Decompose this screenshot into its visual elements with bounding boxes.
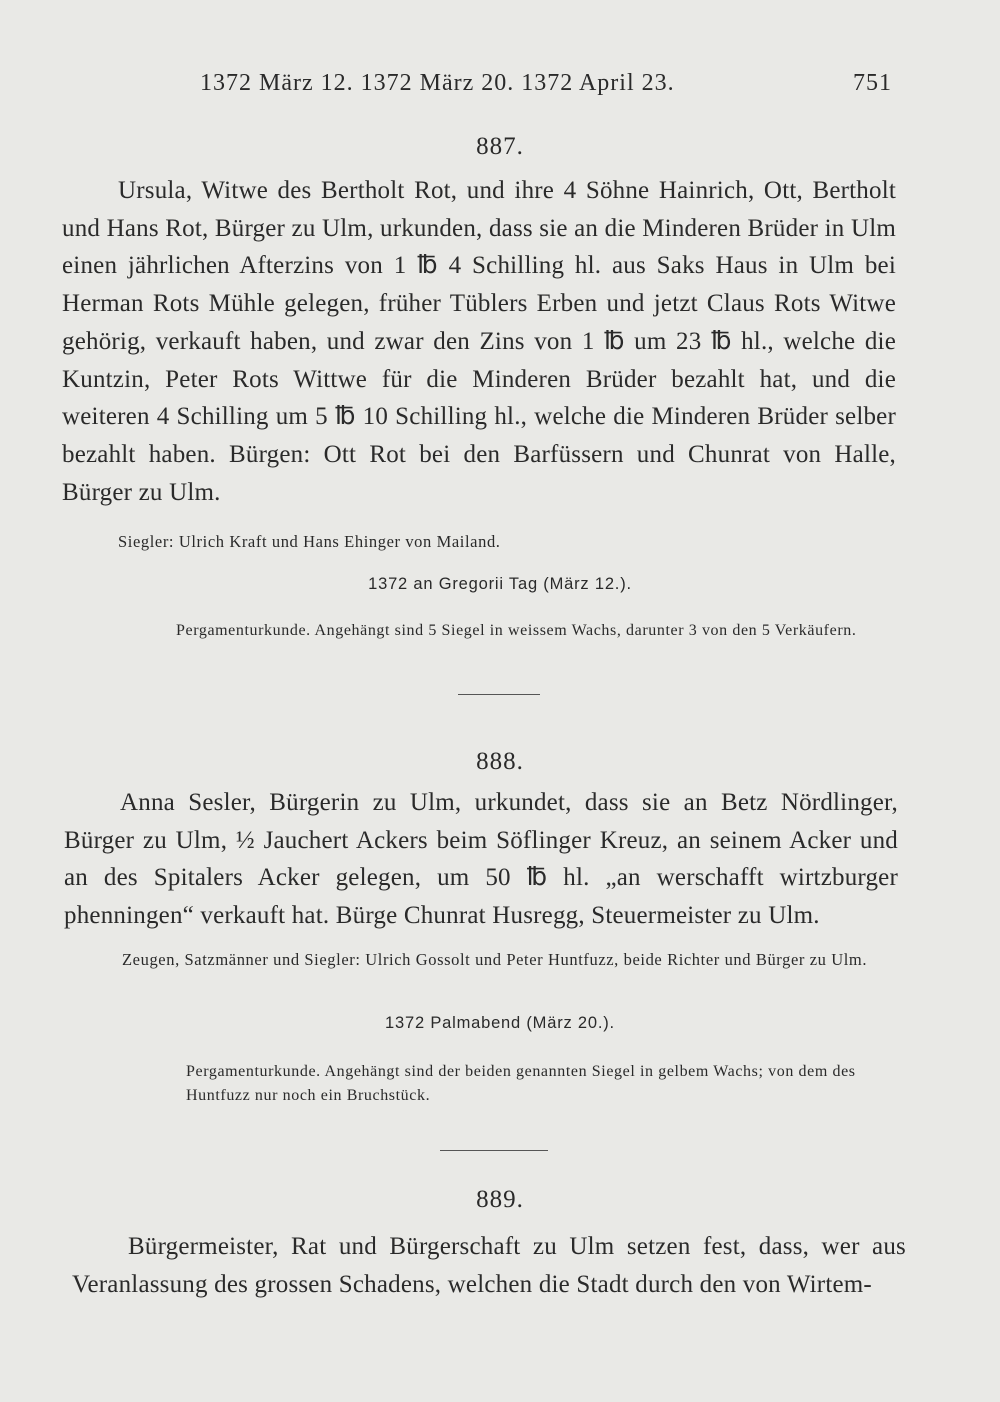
section-divider	[440, 1150, 548, 1151]
page-number: 751	[853, 70, 892, 96]
document-text-889: Bürgermeister, Rat und Bürgerschaft zu Ulm setzen fest, dass, wer aus Veranlassung des grossen Schadens, welchen die Stadt durch den von Wirtem-	[72, 1233, 906, 1298]
document-text-888: Anna Sesler, Bürgerin zu Ulm, urkundet, dass sie an Betz Nördlinger, Bürger zu Ulm, ½ Jauchert Ackers beim Söflinger Kreuz, an seinem Acker und an des Spitalers Acker gelegen, um 50 ℔ hl. „an werschafft wirtzburger phenningen“ verkauft hat. Bürge Chunrat Husregg, Steuermeister zu Ulm.	[64, 789, 898, 930]
witnesses-888: Zeugen, Satzmänner und Siegler: Ulrich Gossolt und Peter Huntfuzz, beide Richter und Bürger zu Ulm.	[122, 950, 868, 969]
header-dates: 1372 März 12. 1372 März 20. 1372 April 23.	[200, 70, 675, 96]
source-note-887: Pergamenturkunde. Angehängt sind 5 Siegel in weissem Wachs, darunter 3 von den 5 Verkäufern.	[176, 622, 857, 639]
document-text-887: Ursula, Witwe des Bertholt Rot, und ihre 4 Söhne Hainrich, Ott, Bertholt und Hans Rot, Bürger zu Ulm, urkunden, dass sie an die Minderen Brüder in Ulm einen jährlichen Afterzins von 1 ℔ 4 Schilling hl. aus Saks Haus in Ulm bei Herman Rots Mühle gelegen, früher Tüblers Erben und jetzt Claus Rots Witwe gehörig, verkauft haben, und zwar den Zins von 1 ℔ um 23 ℔ hl., welche die Kuntzin, Peter Rots Wittwe für die Minderen Brüder bezahlt hat, und die weiteren 4 Schilling um 5 ℔ 10 Schilling hl., welche die Minderen Brüder selber bezahlt haben. Bürgen: Ott Rot bei den Barfüssern und Chunrat von Halle, Bürger zu Ulm.	[62, 177, 896, 506]
document-number-889: 889.	[476, 1186, 524, 1213]
running-header	[200, 70, 892, 110]
dateline-887: 1372 an Gregorii Tag (März 12.).	[368, 575, 632, 593]
dateline-888: 1372 Palmabend (März 20.).	[385, 1014, 615, 1032]
section-divider	[458, 694, 540, 695]
sealers-887: Siegler: Ulrich Kraft und Hans Ehinger von Mailand.	[118, 532, 501, 551]
document-number-888: 888.	[476, 748, 524, 775]
source-note-888: Pergamenturkunde. Angehängt sind der beiden genannten Siegel in gelbem Wachs; von dem des Huntfuzz nur noch ein Bruchstück.	[186, 1063, 856, 1104]
document-number-887: 887.	[476, 133, 524, 160]
